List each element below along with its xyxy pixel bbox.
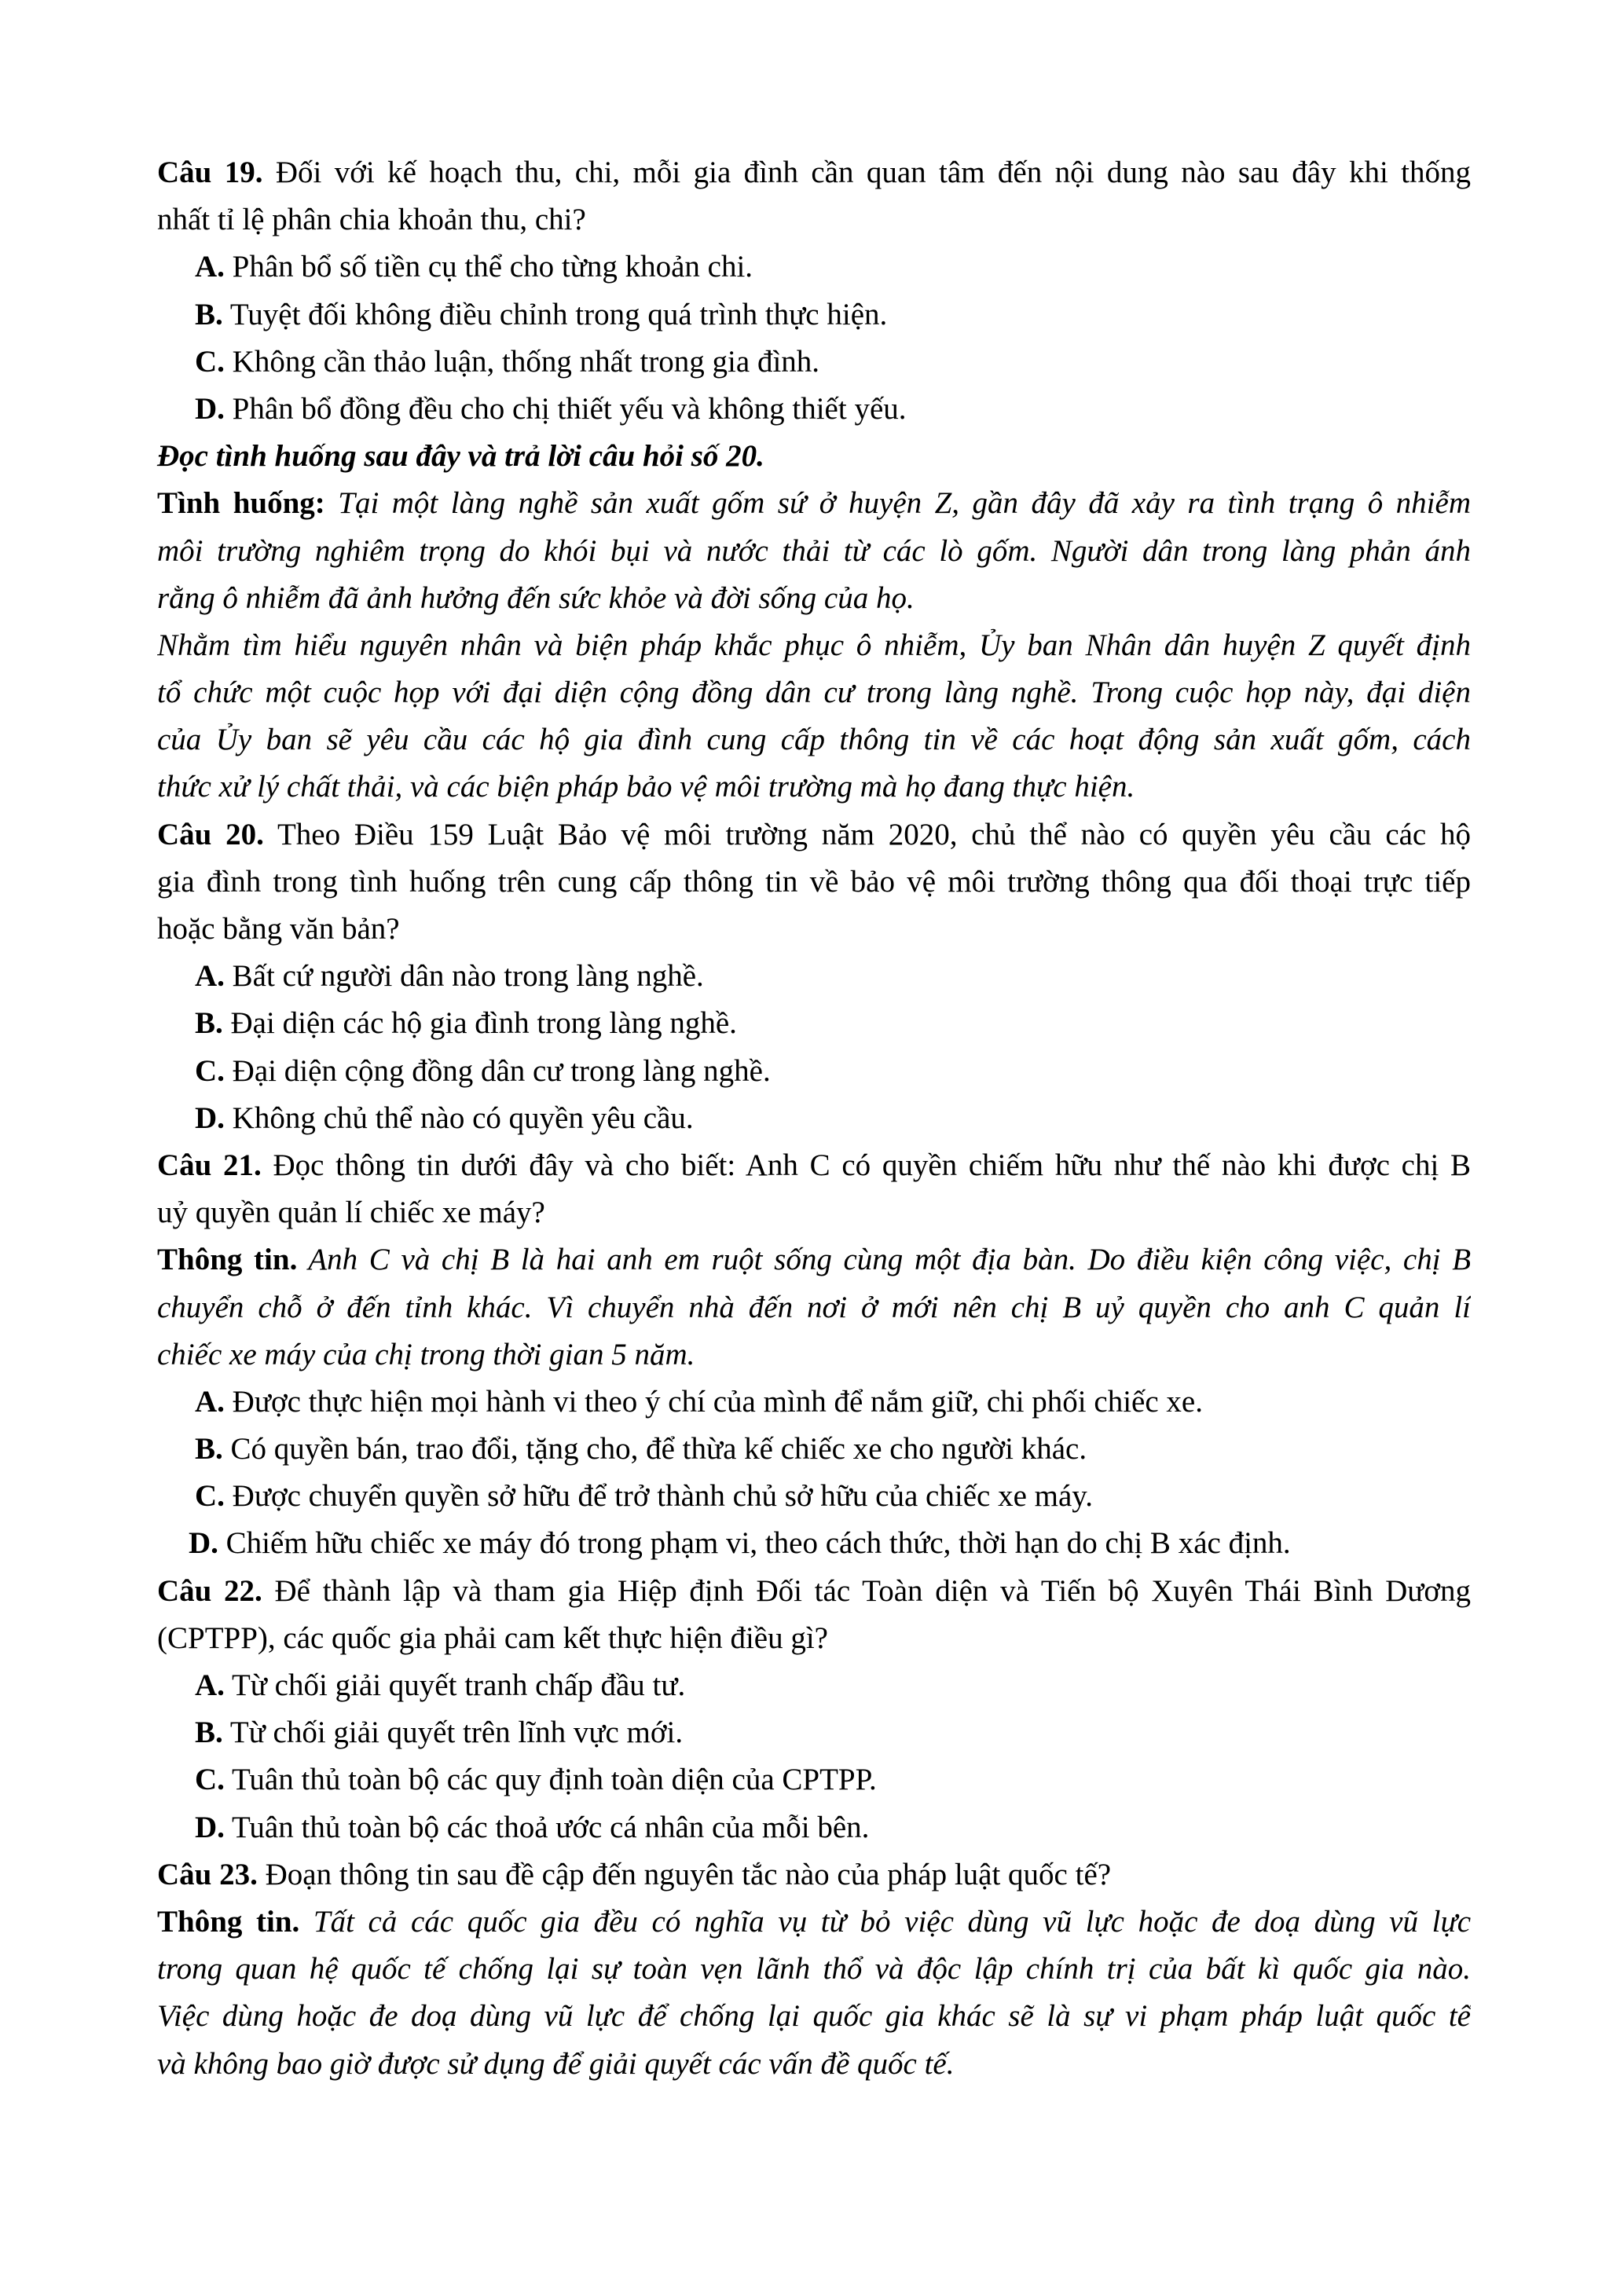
situation-block — [157, 480, 1471, 811]
answer-option-c[interactable]: C. Tuân thủ toàn bộ các quy định toàn diện của CPTPP. — [195, 1763, 877, 1797]
info-line: Việc dùng hoặc đe doạ dùng vũ lực để chống lại quốc gia khác sẽ là sự vi phạm pháp luật quốc tế — [157, 1999, 1471, 2034]
question-label: Câu 22. — [157, 1573, 262, 1608]
answer-option-a[interactable]: A. Được thực hiện mọi hành vi theo ý chí của mình để nắm giữ, chi phối chiếc xe. — [195, 1384, 1203, 1419]
question-stem-line: Câu 21. Đọc thông tin dưới đây và cho biết: Anh C có quyền chiếm hữu như thế nào khi được chị B — [157, 1148, 1471, 1182]
info-line: Thông tin. Tất cả các quốc gia đều có nghĩa vụ từ bỏ việc dùng vũ lực hoặc đe doạ dùng vũ lực — [157, 1904, 1471, 1939]
answer-option-c[interactable]: C. Được chuyển quyền sở hữu để trở thành chủ sở hữu của chiếc xe máy. — [195, 1479, 1093, 1514]
question-label: Câu 20. — [157, 817, 264, 851]
question-stem-line: Câu 20. Theo Điều 159 Luật Bảo vệ môi trường năm 2020, chủ thể nào có quyền yêu cầu các hộ — [157, 817, 1471, 851]
situation-label: Tình huống: — [157, 486, 325, 521]
info-label: Thông tin. — [157, 1904, 300, 1939]
question-stem-line: uỷ quyền quản lí chiếc xe máy? — [157, 1196, 545, 1230]
answer-option-c[interactable]: C. Không cần thảo luận, thống nhất trong gia đình. — [195, 344, 820, 379]
question-stem-line: gia đình trong tình huống trên cung cấp thông tin về bảo vệ môi trường thông qua đối thoại trực tiếp — [157, 864, 1471, 899]
answer-option-b[interactable]: B. Đại diện các hộ gia đình trong làng nghề. — [195, 1006, 737, 1041]
question-label: Câu 23. — [157, 1857, 258, 1891]
answer-option-c[interactable]: C. Đại diện cộng đồng dân cư trong làng nghề. — [195, 1053, 771, 1088]
question-stem-line: (CPTPP), các quốc gia phải cam kết thực hiện điều gì? — [157, 1620, 828, 1655]
answer-option-a[interactable]: A. Bất cứ người dân nào trong làng nghề. — [195, 959, 704, 994]
answer-option-b[interactable]: B. Tuyệt đối không điều chỉnh trong quá trình thực hiện. — [195, 297, 888, 331]
question-stem-line: nhất tỉ lệ phân chia khoản thu, chi? — [157, 203, 586, 237]
question-stem-line: Câu 22. Để thành lập và tham gia Hiệp định Đối tác Toàn diện và Tiến bộ Xuyên Thái Bình Dương — [157, 1573, 1471, 1608]
info-line: chiếc xe máy của chị trong thời gian 5 năm. — [157, 1337, 695, 1371]
situation-header: Đọc tình huống sau đây và trả lời câu hỏi số 20. — [157, 439, 764, 474]
answer-option-b[interactable]: B. Từ chối giải quyết trên lĩnh vực mới. — [195, 1716, 684, 1750]
situation-line: rằng ô nhiễm đã ảnh hưởng đến sức khỏe và đời sống của họ. — [157, 580, 915, 615]
question-21 — [157, 1142, 1471, 1568]
info-label: Thông tin. — [157, 1243, 298, 1277]
answer-option-d[interactable]: D. Phân bổ đồng đều cho chị thiết yếu và không thiết yếu. — [195, 391, 907, 426]
situation-line: thức xử lý chất thải, và các biện pháp bảo vệ môi trường mà họ đang thực hiện. — [157, 770, 1135, 804]
situation-line: tổ chức một cuộc họp với đại diện cộng đồng dân cư trong làng nghề. Trong cuộc họp này, đại diện — [157, 676, 1471, 710]
situation-line: Nhằm tìm hiểu nguyên nhân và biện pháp khắc phục ô nhiễm, Ủy ban Nhân dân huyện Z quyết định — [157, 628, 1471, 662]
answer-option-d[interactable]: D. Tuân thủ toàn bộ các thoả ước cá nhân của mỗi bên. — [195, 1810, 870, 1844]
answer-option-a[interactable]: A. Phân bổ số tiền cụ thể cho từng khoản chi. — [195, 250, 753, 284]
info-line: chuyển chỗ ở đến tỉnh khác. Vì chuyển nhà đến nơi ở mới nên chị B uỷ quyền cho anh C quản lí — [157, 1290, 1471, 1324]
situation-line: của Ủy ban sẽ yêu cầu các hộ gia đình cung cấp thông tin về các hoạt động sản xuất gốm, cách — [157, 723, 1471, 757]
answer-option-d[interactable]: D. Chiếm hữu chiếc xe máy đó trong phạm vi, theo cách thức, thời hạn do chị B xác định. — [189, 1526, 1291, 1561]
question-stem-line: Câu 23. Đoạn thông tin sau đề cập đến nguyên tắc nào của pháp luật quốc tế? — [157, 1857, 1112, 1891]
info-line: trong quan hệ quốc tế chống lại sự toàn vẹn lãnh thổ và độc lập chính trị của bất kì quốc gia nào. — [157, 1952, 1471, 1987]
answer-option-b[interactable]: B. Có quyền bán, trao đổi, tặng cho, để thừa kế chiếc xe cho người khác. — [195, 1432, 1087, 1467]
question-label: Câu 21. — [157, 1148, 262, 1182]
situation-line: Tình huống: Tại một làng nghề sản xuất gốm sứ ở huyện Z, gần đây đã xảy ra tình trạng ô nhiễm — [157, 486, 1471, 521]
question-stem-line: hoặc bằng văn bản? — [157, 912, 400, 946]
info-line: và không bao giờ được sử dụng để giải quyết các vấn đề quốc tế. — [157, 2046, 955, 2081]
question-stem-line: Câu 19. Đối với kế hoạch thu, chi, mỗi gia đình cần quan tâm đến nội dung nào sau đây khi thống — [157, 156, 1471, 189]
exam-page — [157, 149, 1471, 2088]
situation-line: môi trường nghiêm trọng do khói bụi và nước thải từ các lò gốm. Người dân trong làng phản ánh — [157, 533, 1471, 568]
question-20 — [157, 811, 1471, 1142]
question-23 — [157, 1851, 1471, 2088]
question-22 — [157, 1568, 1471, 1851]
question-19 — [157, 149, 1471, 433]
answer-option-d[interactable]: D. Không chủ thể nào có quyền yêu cầu. — [195, 1100, 694, 1135]
answer-option-a[interactable]: A. Từ chối giải quyết tranh chấp đầu tư. — [195, 1668, 686, 1702]
question-label: Câu 19. — [157, 156, 263, 189]
info-line: Thông tin. Anh C và chị B là hai anh em ruột sống cùng một địa bàn. Do điều kiện công việc, chị B — [157, 1243, 1471, 1277]
